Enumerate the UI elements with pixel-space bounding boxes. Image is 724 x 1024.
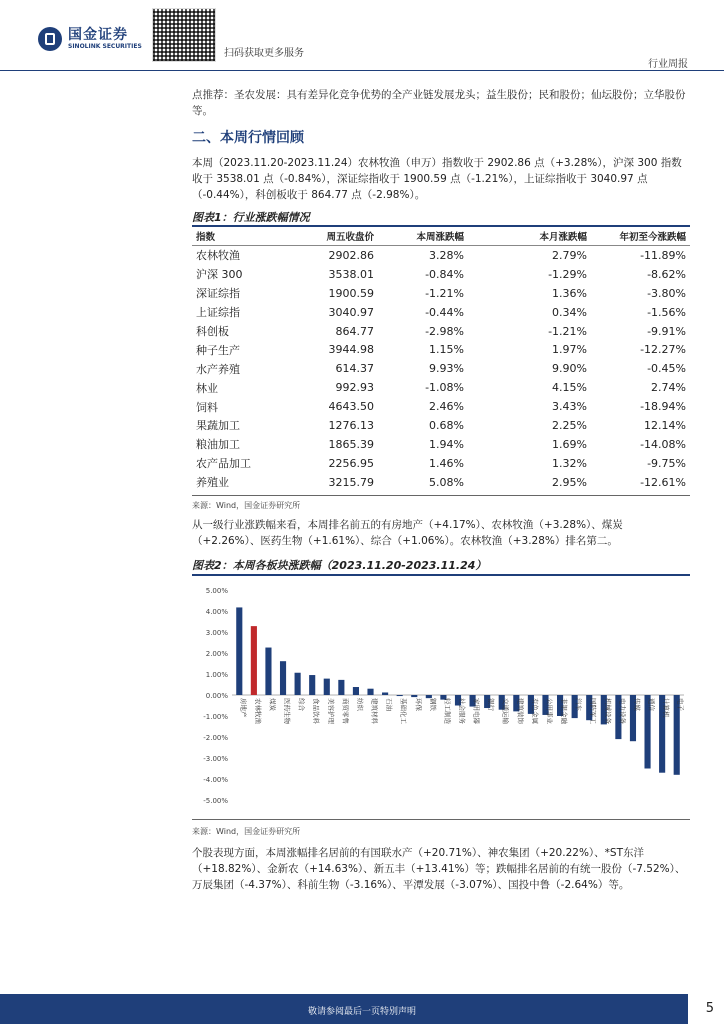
bar <box>280 661 286 695</box>
table-cell: -1.08% <box>425 381 464 395</box>
table-header: 周五收盘价 <box>290 227 378 246</box>
x-category-label: 国防军工 <box>589 698 598 724</box>
table-cell: 3538.01 <box>328 267 374 281</box>
page-number: 5 <box>705 1001 714 1016</box>
table1-bottom-rule <box>192 495 690 496</box>
table-cell: -1.21% <box>548 324 587 338</box>
x-category-label: 环保 <box>414 698 423 711</box>
table-cell: 水产养殖 <box>196 362 240 376</box>
x-category-label: 石油 <box>385 698 394 711</box>
table-cell: -2.98% <box>425 324 464 338</box>
x-category-label: 汽车 <box>574 698 583 711</box>
table-cell: 992.93 <box>335 381 374 395</box>
table1-title: 图表1：行业涨跌幅情况 <box>192 211 310 224</box>
table-cell: 5.08% <box>429 475 464 489</box>
bar <box>338 680 344 695</box>
x-category-label: 非银金融 <box>560 698 569 724</box>
table1-source: 来源：Wind，国金证券研究所 <box>192 501 301 510</box>
bar <box>295 673 301 695</box>
industry-change-table <box>192 227 690 492</box>
x-category-label: 商贸零售 <box>341 698 350 724</box>
table-cell: 2.95% <box>552 475 587 489</box>
table-cell: 科创板 <box>196 325 229 338</box>
y-tick-label: 1.00% <box>205 671 228 679</box>
x-category-label: 煤炭 <box>268 698 277 711</box>
logo-cn: 国金证券 <box>68 27 128 43</box>
report-type: 行业周报 <box>648 59 688 70</box>
chart2-bottom-rule <box>192 819 690 820</box>
table-row <box>192 473 690 492</box>
table-cell: 2.25% <box>552 418 587 432</box>
table-row <box>192 454 690 473</box>
table-cell: 3.28% <box>429 248 464 262</box>
x-category-label: 家用电器 <box>472 698 481 724</box>
table-cell: 864.77 <box>335 324 374 338</box>
stocks-paragraph: 个股表现方面，本周涨幅排名居前的有国联水产（+20.71%）、神农集团（+20.22%）、*ST东洋（+18.82%）、金新农（+14.63%）、新五丰（+13.41%）等；跌幅排名居前的有统一股份（-7.52%）、万辰集团（-4.37%）、科前生物（-3.16%）、平潭发展（-3.07%）、国投中鲁（-2.64%）等。 <box>192 847 686 891</box>
x-category-label: 建筑装饰 <box>516 698 525 724</box>
table-cell: 3215.79 <box>328 475 374 489</box>
table-cell: 614.37 <box>335 362 374 376</box>
table-cell: 9.90% <box>552 362 587 376</box>
x-category-label: 传媒 <box>632 698 641 711</box>
table-cell: -8.62% <box>647 267 686 281</box>
x-category-label: 机械设备 <box>603 698 612 724</box>
table-row <box>192 435 690 454</box>
table-cell: 0.68% <box>429 418 464 432</box>
table-cell: 1.15% <box>429 343 464 357</box>
y-tick-label: -5.00% <box>203 797 228 805</box>
footer-note: 敬请参阅最后一页特别声明 <box>307 1007 416 1017</box>
table-cell: 养殖业 <box>196 476 229 490</box>
table-header: 指数 <box>192 227 290 246</box>
y-tick-label: -1.00% <box>203 713 228 721</box>
table-cell: 深证综指 <box>196 287 240 301</box>
summary-paragraph: 本周（2023.11.20-2023.11.24）农林牧渔（申万）指数收于 2902.86 点（+3.28%），沪深 300 指数收于 3538.01 点（-0.84%），深证综指收于 1900.59 点（-1.21%），上证综指收于 3040.97 点（-0.44%），科创板收于 864.77 点（-2.98%）。 <box>192 157 682 201</box>
ranking-paragraph: 从一级行业涨跌幅来看，本周排名前五的有房地产（+4.17%）、农林牧渔（+3.28%）、煤炭（+2.26%）、医药生物（+1.61%）、综合（+1.06%）。农林牧渔（+3.28%）排名第二。 <box>192 519 623 547</box>
x-category-label: 医药生物 <box>283 698 292 724</box>
table-row <box>192 359 690 378</box>
table-row <box>192 397 690 416</box>
x-category-label: 交通运输 <box>501 698 510 724</box>
table-cell: 12.14% <box>644 418 686 432</box>
y-tick-label: 0.00% <box>205 692 228 700</box>
y-tick-label: -2.00% <box>203 734 228 742</box>
table-cell: 1276.13 <box>328 418 374 432</box>
table-cell: 2.74% <box>651 381 686 395</box>
bar <box>309 675 315 695</box>
table-cell: 农林牧渔 <box>196 249 240 263</box>
table-cell: 2902.86 <box>328 248 374 262</box>
y-tick-label: 3.00% <box>205 629 228 637</box>
table-cell: 2.46% <box>429 400 464 414</box>
y-tick-label: 2.00% <box>205 650 228 658</box>
x-category-label: 农林牧渔 <box>253 698 262 724</box>
table-cell: -1.21% <box>425 286 464 300</box>
x-category-label: 房地产 <box>239 698 248 718</box>
x-category-label: 建筑材料 <box>370 698 379 724</box>
table-cell: -0.84% <box>425 267 464 281</box>
table-cell: 0.34% <box>552 305 587 319</box>
table-cell: 农产品加工 <box>196 457 251 471</box>
table-row <box>192 246 690 265</box>
table-cell: 3040.97 <box>328 305 374 319</box>
table-cell: -12.27% <box>640 343 686 357</box>
table-cell: 1.36% <box>552 286 587 300</box>
x-category-label: 电力设备 <box>618 698 627 724</box>
table-row <box>192 378 690 397</box>
bar <box>397 695 403 696</box>
bar <box>324 679 330 695</box>
x-category-label: 社会服务 <box>458 698 466 724</box>
table-cell: -12.61% <box>640 475 686 489</box>
sector-change-chart <box>192 578 690 818</box>
table-row <box>192 265 690 284</box>
table-header-row <box>192 227 690 246</box>
bar <box>367 689 373 695</box>
table-header: 本月涨跌幅 <box>468 227 591 246</box>
company-logo <box>38 27 142 51</box>
x-category-label: 通信 <box>647 698 656 711</box>
y-tick-label: 5.00% <box>205 587 228 595</box>
table-cell: 9.93% <box>429 362 464 376</box>
table-cell: 3.43% <box>552 400 587 414</box>
table-row <box>192 416 690 435</box>
x-category-label: 计算机 <box>662 698 671 718</box>
bar <box>251 626 257 695</box>
header-divider <box>0 70 724 71</box>
table-cell: -1.29% <box>548 267 587 281</box>
y-tick-label: 4.00% <box>205 608 228 616</box>
section-title: 二、本周行情回顾 <box>192 130 304 146</box>
x-category-label: 食品饮料 <box>312 698 321 724</box>
table-cell: 3944.98 <box>328 343 374 357</box>
table-cell: -0.44% <box>425 305 464 319</box>
bar <box>411 695 417 697</box>
x-category-label: 基础化工 <box>399 698 408 724</box>
table-cell: 1.69% <box>552 437 587 451</box>
table-cell: 果蔬加工 <box>196 419 240 433</box>
y-tick-label: -3.00% <box>203 755 228 763</box>
table-row <box>192 303 690 322</box>
table-row <box>192 322 690 341</box>
table-cell: 上证综指 <box>196 306 240 320</box>
bar <box>236 607 242 695</box>
table-cell: -3.80% <box>647 286 686 300</box>
table-cell: 4643.50 <box>328 400 374 414</box>
logo-en: SINOLINK SECURITIES <box>68 43 142 50</box>
table-cell: -0.45% <box>647 362 686 376</box>
table-cell: -18.94% <box>640 400 686 414</box>
table-cell: 1900.59 <box>328 286 374 300</box>
table-cell: 2256.95 <box>328 456 374 470</box>
bar <box>265 648 271 695</box>
table-cell: 1865.39 <box>328 437 374 451</box>
table-row <box>192 284 690 303</box>
x-category-label: 轻工制造 <box>443 698 452 724</box>
qr-label: 扫码获取更多服务 <box>224 48 304 59</box>
table-header: 本周涨跌幅 <box>378 227 468 246</box>
table-cell: 2.79% <box>552 248 587 262</box>
table-cell: -11.89% <box>640 248 686 262</box>
table-cell: 种子生产 <box>196 343 240 357</box>
chart2-top-rule <box>192 574 690 576</box>
y-tick-label: -4.00% <box>203 776 228 784</box>
table-row <box>192 340 690 359</box>
table-cell: -14.08% <box>640 437 686 451</box>
table-cell: 1.94% <box>429 437 464 451</box>
x-category-label: 银行 <box>487 698 496 711</box>
chart2-title: 图表2：本周各板块涨跌幅（2023.11.20-2023.11.24） <box>192 559 487 572</box>
table-cell: 1.32% <box>552 456 587 470</box>
intro-paragraph: 点推荐：圣农发展：具有差异化竞争优势的全产业链发展龙头；益生股份；民和股份；仙坛股份；立华股份等。 <box>192 89 686 117</box>
table-cell: 粮油加工 <box>196 438 240 452</box>
table-cell: 4.15% <box>552 381 587 395</box>
table-cell: -1.56% <box>647 305 686 319</box>
table-cell: 1.97% <box>552 343 587 357</box>
x-category-label: 纺织 <box>355 698 364 711</box>
table-cell: 林业 <box>196 381 218 395</box>
x-category-label: 综合 <box>297 698 306 711</box>
table-header: 年初至今涨跌幅 <box>591 227 690 246</box>
table-cell: 1.46% <box>429 456 464 470</box>
x-category-label: 钢铁 <box>428 698 437 711</box>
x-category-label: 电子 <box>676 698 685 711</box>
table-cell: -9.75% <box>647 456 686 470</box>
bar <box>382 692 388 695</box>
x-category-label: 公用事业 <box>545 698 554 724</box>
table-cell: 饲料 <box>196 400 218 414</box>
x-category-label: 有色金属 <box>530 698 539 724</box>
bar <box>353 687 359 695</box>
chart2-source: 来源：Wind，国金证券研究所 <box>192 827 301 836</box>
qr-code-icon[interactable] <box>152 8 216 62</box>
table-cell: 沪深 300 <box>196 268 243 282</box>
x-category-label: 美容护理 <box>326 698 335 724</box>
table-cell: -9.91% <box>647 324 686 338</box>
logo-icon <box>38 27 62 51</box>
